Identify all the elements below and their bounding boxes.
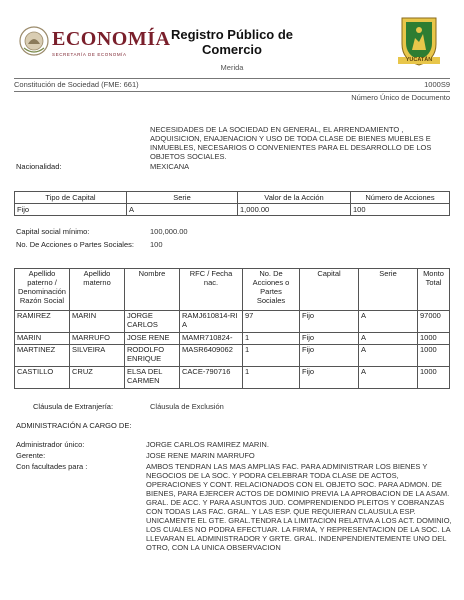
table-cell: MASR6409062 [180,345,243,367]
table-cell: CRUZ [70,367,125,389]
foreign-clause-label: Cláusula de Extranjería: [33,402,114,411]
capital-table [14,191,450,216]
meta-divider [14,91,450,92]
header-divider [14,78,450,79]
table-cell: JOSE RENE [125,333,180,345]
economia-logo-subtitle: SECRETARÍA DE ECONOMÍA [52,52,127,57]
table-cell: Fijo [300,333,359,345]
table-cell: ELSA DEL CARMEN [125,367,180,389]
powers-text: AMBOS TENDRAN LAS MAS AMPLIAS FAC. PARA ADMINISTRAR LOS BIENES Y NEGOCIOS DE LA SOC. Y PODRA CELEBRAR TODA CLASE DE ACTOS, OPERACIONES Y CONT. RELACIONADOS CON EL OBJETO SOC. PARA ADMON. DE BIENES, PARA EJERCER ACTOS DE DOMINIO PREVIA LA APROBACION DE LA ASAM. GRAL. DE ACC. Y PARA ASUNTOS JUD. COMPRENDIENDO PLEITOS Y COBRANZAS CON TODAS LAS FAC. GRAL. Y LAS ESP. QUE REQUIERAN CLAUSULA ESP. UNICAMENTE EL GTE. GRAL.TENDRA LA LIMITACION RELATIVA A LOS ACT. DOMINIO, LOS CUALES NO PODRA EFECTUAR. LA FIRMA, Y REPRESENTACION DE LA SOC. LA LLEVARAN EL ADMINISTRADOR Y GRTE. GRAL. INDENPENDIENTEMENTE UNO DEL OTRO, CON LA UNICA OBSERVACION [146,462,452,552]
shareholders-col-apellido-paterno: Apellido paterno / Denominación Razón Social [15,269,70,311]
table-cell: MARIN [15,333,70,345]
table-cell: Fijo [300,345,359,367]
table-row [15,333,450,345]
table-cell: A [359,345,418,367]
capital-col-tipo: Tipo de Capital [15,192,127,204]
constitution-label: Constitución de Sociedad (FME: 661) [14,80,139,89]
table-cell: 1,000.00 [238,204,351,216]
table-cell: MAMR710824- [180,333,243,345]
yucatan-logo-text: YUCATÁN [398,57,440,64]
capital-col-numero: Número de Acciones [351,192,450,204]
table-cell: A [127,204,238,216]
table-cell: RAMIREZ [15,311,70,333]
capital-col-serie: Serie [127,192,238,204]
shareholders-col-acciones: No. De Acciones o Partes Sociales [243,269,300,311]
manager-value: JOSE RENE MARIN MARRUFO [146,451,255,460]
table-cell: 1 [243,345,300,367]
table-row [15,204,450,216]
economia-logo-text: ECONOMÍA [52,28,171,50]
min-capital-value: 100,000.00 [150,227,188,236]
capital-table-header [15,192,450,204]
page-title: Registro Público de Comercio [170,27,294,57]
table-cell: Fijo [300,367,359,389]
table-cell: 1000 [418,345,450,367]
shareholders-col-monto: Monto Total [418,269,450,311]
shareholders-col-rfc: RFC / Fecha nac. [180,269,243,311]
table-cell: A [359,333,418,345]
table-row [15,311,450,333]
doc-number: 1000S9 [424,80,450,89]
shareholders-table [14,268,450,389]
purpose-text: NECESIDADES DE LA SOCIEDAD EN GENERAL, EL ARRENDAMIENTO , ADQUISICION, ENAJENACION Y USO DE TODA CLASE DE BIENES MUEBLES E INMUEBLES, NECESARIOS O CONVENIENTES PARA EL DESARROLLO DE LOS OBJETOS SOCIALES. [150,125,432,161]
table-cell: MARIN [70,311,125,333]
table-cell: A [359,367,418,389]
table-cell: 97 [243,311,300,333]
shareholders-col-nombre: Nombre [125,269,180,311]
table-cell: RODOLFO ENRIQUE [125,345,180,367]
table-cell: Fijo [15,204,127,216]
min-capital-label: Capital social mínimo: [16,227,90,236]
shareholders-table-header [15,269,450,311]
city-label: Merida [220,63,244,72]
table-cell: RAMJ610814-RIA [180,311,243,333]
num-shares-value: 100 [150,240,163,249]
table-cell: CASTILLO [15,367,70,389]
coat-of-arms-icon [18,24,50,58]
table-row [15,367,450,389]
num-shares-label: No. De Acciones o Partes Sociales: [16,240,134,249]
table-row [15,345,450,367]
sole-admin-value: JORGE CARLOS RAMIREZ MARIN. [146,440,269,449]
table-cell: A [359,311,418,333]
table-cell: 1 [243,367,300,389]
table-cell: JORGE CARLOS [125,311,180,333]
economia-logo [18,24,171,64]
table-cell: Fijo [300,311,359,333]
shareholders-col-apellido-materno: Apellido materno [70,269,125,311]
doc-number-label: Número Único de Documento [351,93,450,102]
table-cell: CACE-790716 [180,367,243,389]
table-cell: 1000 [418,367,450,389]
admin-heading: ADMINISTRACIÓN A CARGO DE: [16,421,132,430]
table-cell: 97000 [418,311,450,333]
foreign-clause-value: Cláusula de Exclusión [150,402,224,411]
shareholders-col-capital: Capital [300,269,359,311]
table-cell: MARTINEZ [15,345,70,367]
capital-col-valor: Valor de la Acción [238,192,351,204]
sole-admin-label: Administrador único: [16,440,85,449]
table-cell: 100 [351,204,450,216]
table-cell: SILVEIRA [70,345,125,367]
shareholders-col-serie: Serie [359,269,418,311]
powers-label: Con facultades para : [16,462,88,471]
nationality-label: Nacionalidad: [16,162,62,171]
table-cell: 1 [243,333,300,345]
manager-label: Gerente: [16,451,46,460]
nationality-value: MEXICANA [150,162,190,171]
table-cell: 1000 [418,333,450,345]
table-cell: MARRUFO [70,333,125,345]
